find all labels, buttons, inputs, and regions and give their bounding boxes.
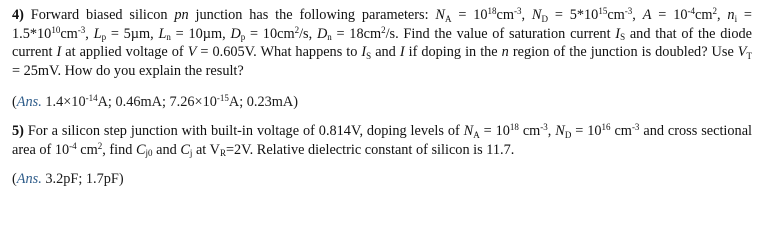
exponent: 2 [97, 140, 103, 151]
text: = 1.5*10 [12, 7, 752, 42]
text: = 25mV. How do you explain the result? [12, 63, 244, 80]
text: = 10 [571, 122, 602, 139]
problem-5-number: 5) [12, 122, 24, 139]
exponent: 18 [509, 121, 519, 132]
text: and cross sectional area of 10 [12, 122, 753, 158]
exponent: 15 [598, 6, 608, 17]
text: Forward biased silicon [23, 7, 175, 23]
subscript: R [219, 148, 226, 159]
subscript: n [327, 32, 332, 43]
text: cm [610, 122, 632, 139]
text: cm [76, 141, 98, 158]
answer-label: Ans. [16, 93, 42, 110]
text: /s. Find the value of saturation current [385, 25, 616, 42]
var-dp: D [230, 25, 241, 42]
var-lp: L [93, 25, 102, 42]
text: if doping in the [404, 44, 502, 61]
text: = 0.605V. What happens to [196, 44, 362, 61]
text: = 10cm [245, 25, 295, 42]
exponent: -3 [540, 121, 548, 132]
text: cm [60, 25, 78, 42]
text: , [547, 122, 556, 139]
subscript: j [189, 148, 193, 159]
text: = 10µm, [170, 25, 231, 42]
subscript: T [746, 51, 753, 62]
exponent: 2 [381, 24, 386, 35]
var-cj: C [180, 141, 190, 158]
var-is: I [361, 44, 367, 61]
var-dn: D [316, 25, 328, 42]
text: A; 0.23mA) [228, 93, 298, 110]
text: at V [192, 141, 220, 158]
var-i: I [399, 44, 405, 61]
text: , [632, 7, 643, 23]
exponent: -3 [631, 121, 640, 132]
subscript: i [734, 13, 738, 24]
exponent: -14 [85, 92, 98, 103]
exponent: -3 [514, 6, 522, 17]
subscript: A [444, 13, 452, 24]
exponent: 18 [487, 6, 497, 17]
exponent: 2 [294, 24, 300, 35]
exponent: -3 [77, 24, 86, 35]
text: =2V. Relative dielectric constant of silicon is 11.7. [225, 141, 515, 158]
exponent: -3 [624, 6, 633, 17]
problem-4 [12, 6, 752, 81]
text: A; 0.46mA; 7.26×10 [97, 93, 217, 110]
var-na: N [435, 7, 445, 23]
subscript: j0 [145, 148, 153, 159]
text: = 5µm, [106, 25, 159, 42]
var-a: A [642, 7, 652, 23]
subscript: p [101, 32, 107, 43]
exponent: 2 [712, 6, 717, 17]
text: = 10 [451, 7, 488, 23]
text: region of the junction is doubled? Use [508, 44, 738, 61]
subscript: S [366, 51, 372, 62]
var-ln: L [158, 25, 167, 42]
text: cm [518, 122, 541, 139]
text: at applied voltage of [61, 44, 188, 61]
var-vt: V [737, 44, 747, 61]
text: = 18cm [331, 25, 382, 42]
var-v: V [187, 44, 197, 61]
var-nd: N [531, 7, 542, 23]
problem-5 [12, 122, 752, 159]
subscript: p [240, 32, 246, 43]
var-na: N [463, 122, 474, 139]
text: 1.4×10 [41, 93, 86, 110]
exponent: -15 [216, 92, 229, 103]
text: , [716, 7, 728, 23]
subscript: D [564, 129, 572, 140]
subscript: n [166, 32, 171, 43]
text: cm [607, 7, 625, 23]
var-n: n [501, 44, 509, 61]
text: = 10 [479, 122, 510, 139]
answer-label: Ans. [16, 171, 42, 188]
var-is: I [615, 25, 621, 42]
subscript: A [473, 129, 480, 140]
text: and [152, 141, 181, 158]
exponent: -4 [687, 6, 696, 17]
text: For a silicon step junction with built-in voltage of 0.814V, doping levels of [23, 122, 464, 139]
text: and [371, 44, 400, 61]
var-pn: pn [174, 7, 189, 23]
var-nd: N [555, 122, 565, 139]
var-cj0: C [135, 141, 146, 158]
text: 3.2pF; 1.7pF) [41, 171, 124, 188]
var-ni: n [727, 7, 735, 23]
exponent: 16 [601, 121, 611, 132]
paren: ( [12, 171, 17, 188]
text: , [521, 7, 532, 23]
paren: ( [12, 93, 17, 110]
document-body [12, 6, 752, 188]
text: , find [102, 141, 136, 158]
answer-5 [12, 170, 752, 188]
problem-4-number: 4) [12, 7, 24, 23]
text: cm [496, 7, 514, 23]
exponent: -4 [69, 140, 77, 151]
var-i: I [56, 44, 62, 61]
text: junction has the following parameters: [188, 7, 436, 23]
text: = 5*10 [547, 7, 599, 23]
text: /s, [299, 25, 317, 42]
exponent: 10 [51, 24, 61, 35]
text: cm [695, 7, 713, 23]
subscript: S [620, 32, 626, 43]
answer-4 [12, 93, 752, 111]
subscript: D [541, 13, 548, 24]
text: = 10 [651, 7, 688, 23]
text: , [85, 25, 94, 42]
text: and that of the diode current [12, 25, 753, 61]
